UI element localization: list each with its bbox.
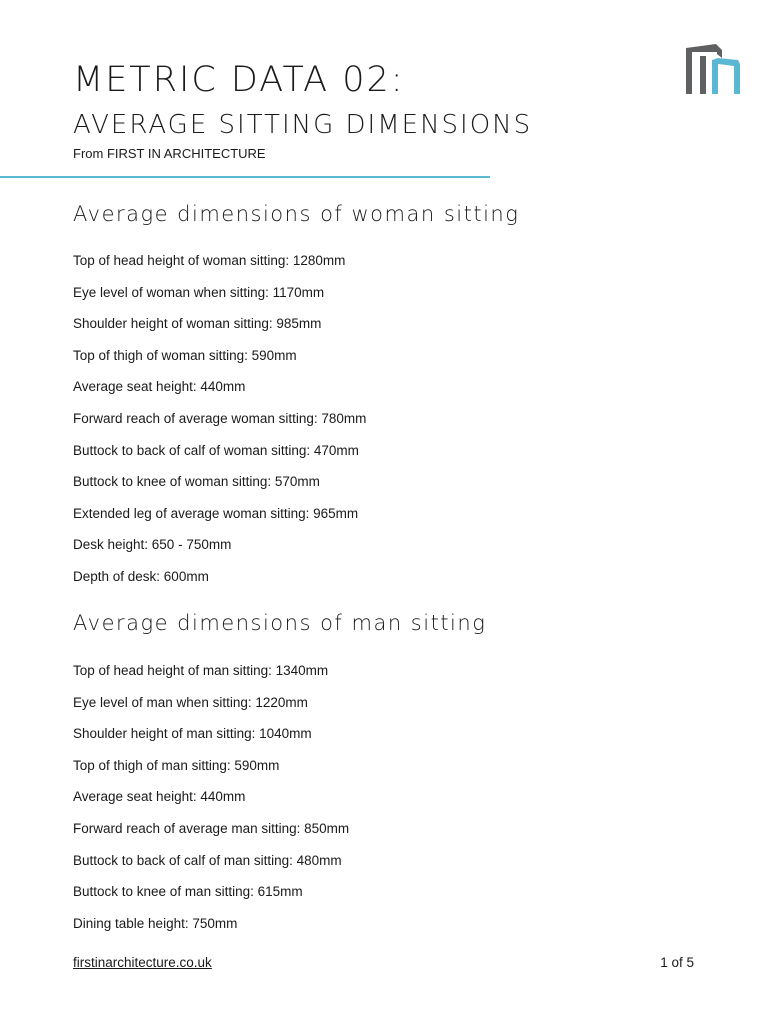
list-item: Forward reach of average woman sitting: 780mm xyxy=(73,410,367,426)
list-item: Dining table height: 750mm xyxy=(73,915,238,931)
list-item: Buttock to knee of woman sitting: 570mm xyxy=(73,474,320,490)
list-item: Buttock to back of calf of woman sitting: 470mm xyxy=(73,442,359,458)
document-source: From FIRST IN ARCHITECTURE xyxy=(73,146,266,161)
website-link[interactable]: firstinarchitecture.co.uk xyxy=(73,955,212,970)
first-in-architecture-logo-icon xyxy=(686,44,742,96)
logo-accent-arch xyxy=(712,58,740,94)
list-item: Buttock to knee of man sitting: 615mm xyxy=(73,884,303,900)
list-item: Eye level of man when sitting: 1220mm xyxy=(73,694,308,710)
list-item: Eye level of woman when sitting: 1170mm xyxy=(73,284,325,300)
list-item: Top of thigh of man sitting: 590mm xyxy=(73,757,280,773)
women-section-heading: Average dimensions of woman sitting xyxy=(73,202,520,226)
women-dimensions-list xyxy=(73,252,366,600)
list-item: Shoulder height of man sitting: 1040mm xyxy=(73,726,312,742)
list-item: Extended leg of average woman sitting: 965mm xyxy=(73,505,359,521)
document-title: METRIC DATA 02: xyxy=(73,60,405,100)
title-divider xyxy=(0,176,490,178)
men-section-heading: Average dimensions of man sitting xyxy=(73,611,487,635)
list-item: Shoulder height of woman sitting: 985mm xyxy=(73,316,322,332)
logo-dark-post xyxy=(700,56,706,94)
document-subtitle-heading: AVERAGE SITTING DIMENSIONS xyxy=(73,110,533,140)
list-item: Desk height: 650 - 750mm xyxy=(73,537,232,553)
list-item: Top of head height of woman sitting: 1280mm xyxy=(73,253,346,268)
men-dimensions-list xyxy=(73,662,349,946)
list-item: Top of thigh of woman sitting: 590mm xyxy=(73,347,297,363)
list-item: Forward reach of average man sitting: 850mm xyxy=(73,820,350,836)
list-item: Buttock to back of calf of man sitting: 480mm xyxy=(73,852,342,868)
page-number: 1 of 5 xyxy=(660,955,694,970)
list-item: Average seat height: 440mm xyxy=(73,789,246,805)
list-item: Depth of desk: 600mm xyxy=(73,568,209,584)
list-item: Top of head height of man sitting: 1340mm xyxy=(73,663,329,678)
list-item: Average seat height: 440mm xyxy=(73,379,246,395)
